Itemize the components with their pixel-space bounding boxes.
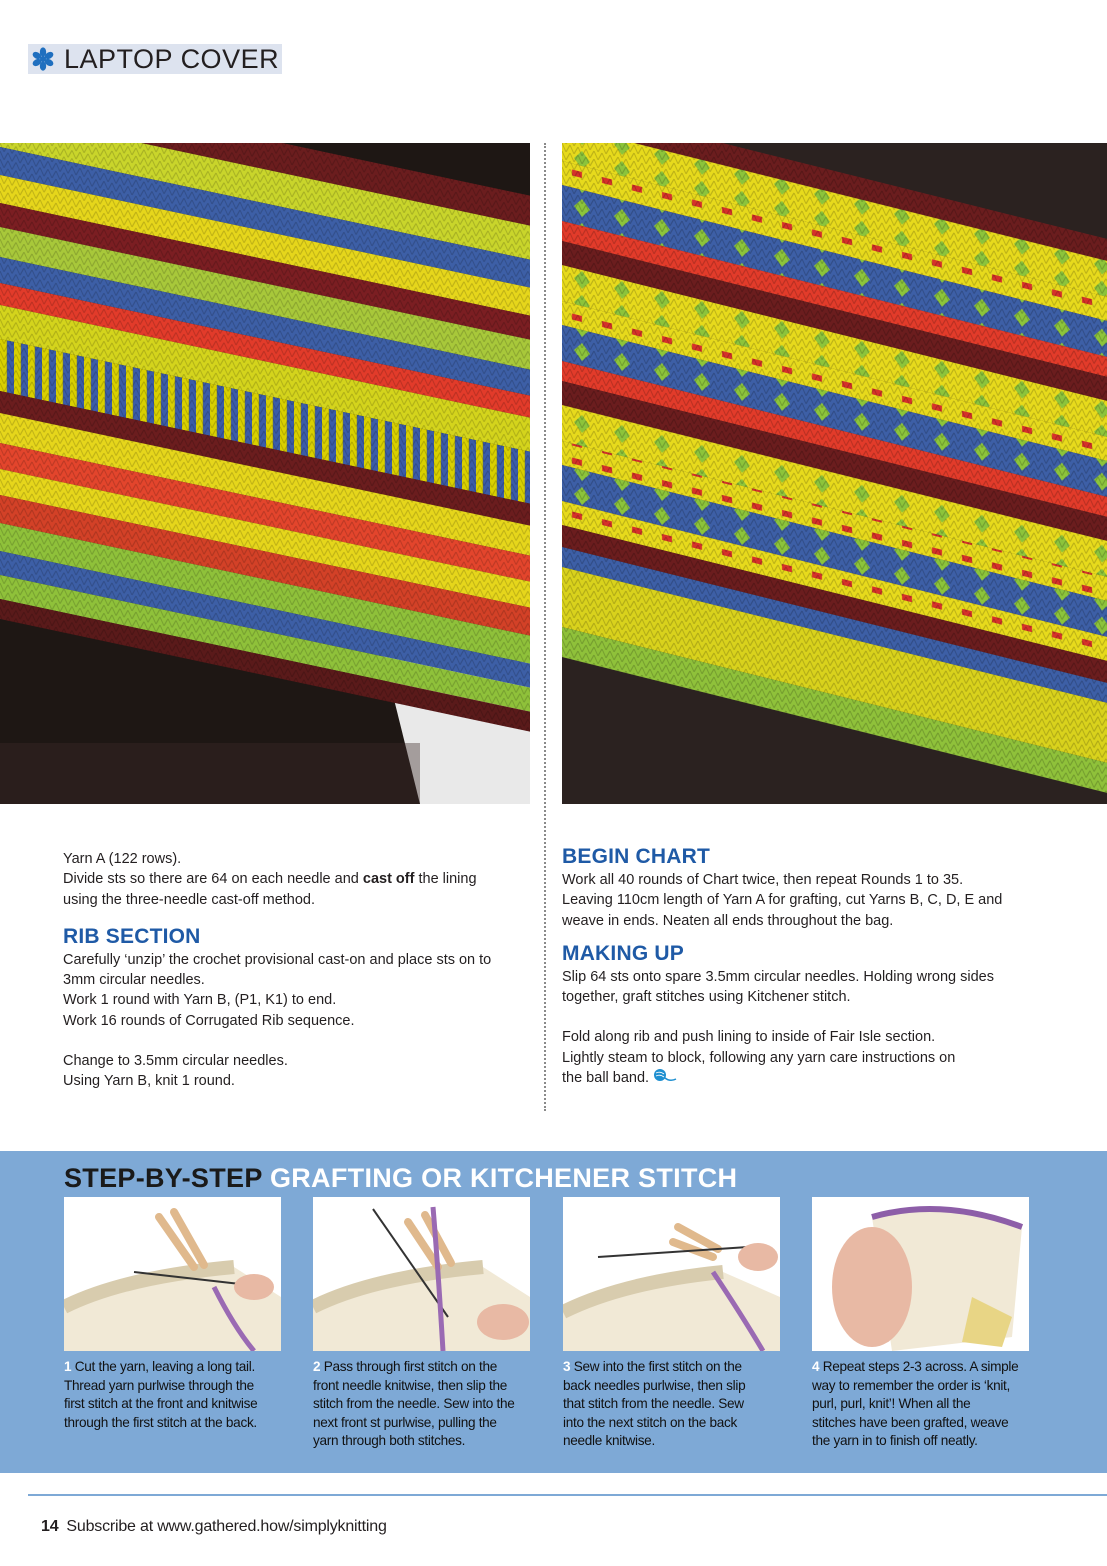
body-text: using the three-needle cast-off method. — [63, 891, 316, 908]
fair-isle-laptop-cover-photo — [0, 143, 530, 804]
step-4-photo — [812, 1197, 1029, 1351]
begin-chart-heading: BEGIN CHART — [562, 845, 711, 868]
body-text: Change to 3.5mm circular needles. — [63, 1053, 288, 1070]
body-text: Work all 40 rounds of Chart twice, then repeat Rounds 1 to 35. — [562, 872, 964, 888]
body-text: Work 1 round with Yarn B, (P1, K1) to end. — [63, 992, 337, 1009]
instructions-right-column — [562, 844, 1032, 1088]
body-text: together, graft stitches using Kitchener stitch. — [562, 989, 851, 1006]
footer-rule — [28, 1494, 1107, 1496]
body-text: Fold along rib and push lining to inside of Fair Isle section. — [562, 1029, 936, 1046]
step-1-photo — [64, 1197, 281, 1351]
yarn-ball-icon — [653, 1068, 677, 1088]
step-by-step-title: STEP-BY-STEP GRAFTING OR KITCHENER STITCH — [64, 1163, 738, 1193]
column-divider — [544, 143, 546, 1111]
subscribe-link[interactable]: Subscribe at www.gathered.how/simplyknitting — [66, 1518, 387, 1535]
step-2-text: 2 Pass through first stitch on the front needle knitwise, then slip the stitch from the needle. Sew into the next front st purlwise, pulling the yarn through both stitches. — [313, 1359, 515, 1449]
body-text: Divide sts so there are 64 on each needle and cast off the lining — [63, 871, 477, 888]
asterisk-icon — [30, 46, 56, 72]
body-text: Work 16 rounds of Corrugated Rib sequence. — [63, 1012, 355, 1029]
page-number: 14 — [41, 1518, 59, 1535]
rib-section-heading: RIB SECTION — [63, 924, 201, 948]
body-text: Using Yarn B, knit 1 round. — [63, 1073, 235, 1090]
step-4-text: 4 Repeat steps 2-3 across. A simple way to remember the order is ‘knit, purl, purl, knit’! When all the stitches have been grafted, weave the yarn in to finish off neatly. — [812, 1359, 1019, 1449]
step-3-text: 3 Sew into the first stitch on the back needles purlwise, then slip that stitch from the needle. Sew into the next stitch on the back needle knitwise. — [563, 1359, 746, 1449]
body-text: weave in ends. Neaten all ends throughout the bag. — [562, 912, 894, 929]
instructions-left-column — [63, 849, 533, 1092]
body-text: Carefully ‘unzip’ the crochet provisional cast-on and place sts on to — [63, 951, 492, 968]
step-3-photo — [563, 1197, 780, 1351]
body-text: 3mm circular needles. — [63, 972, 205, 989]
fair-isle-fabric-closeup-photo — [562, 143, 1107, 804]
step-2-photo — [313, 1197, 530, 1351]
section-header — [28, 44, 282, 74]
page-section-title: LAPTOP COVER — [64, 43, 280, 74]
body-text: Slip 64 sts onto spare 3.5mm circular needles. Holding wrong sides — [562, 968, 994, 985]
page-footer — [41, 1518, 387, 1536]
step-1-text: 1 Cut the yarn, leaving a long tail. Thread yarn purlwise through the first stitch at the front and knitwise through the first stitch at the back. — [64, 1359, 258, 1430]
body-text: Lightly steam to block, following any yarn care instructions on — [562, 1049, 956, 1066]
body-text: Yarn A (122 rows). — [63, 851, 182, 867]
body-text: Leaving 110cm length of Yarn A for grafting, cut Yarns B, C, D, E and — [562, 892, 1003, 909]
body-text: the ball band. — [562, 1068, 1032, 1088]
making-up-heading: MAKING UP — [562, 941, 684, 965]
